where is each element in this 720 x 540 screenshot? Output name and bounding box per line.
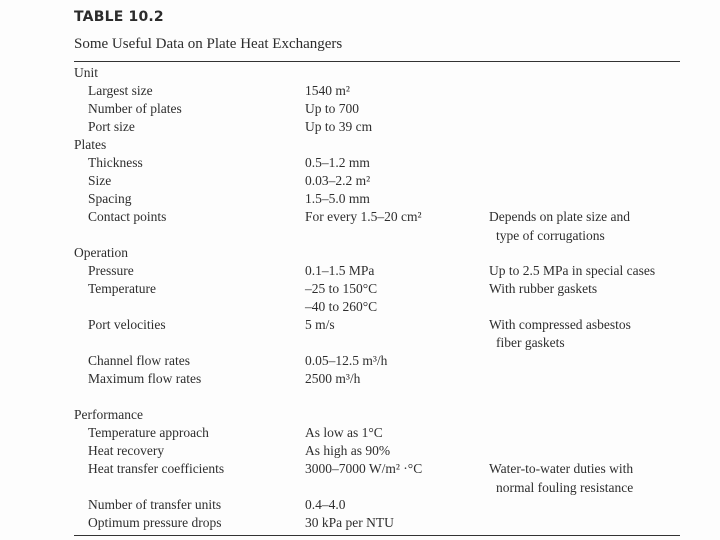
section-heading-performance: Performance [74,407,143,422]
row-label: Heat transfer coefficients [88,461,225,476]
row-label: Thickness [88,155,143,170]
row-value: 1.5–5.0 mm [305,191,370,206]
section-heading-operation: Operation [74,245,128,260]
row-value: As high as 90% [305,443,391,458]
row-label: Pressure [88,263,134,278]
row-note: Water-to-water duties with [489,461,634,476]
row-label: Largest size [88,83,153,98]
row-label: Heat recovery [88,443,165,458]
row-note: normal fouling resistance [496,480,634,495]
row-value: 0.4–4.0 [305,497,346,512]
row-value: For every 1.5–20 cm² [305,209,422,224]
section-heading-plates: Plates [74,137,107,152]
row-label: Channel flow rates [88,353,190,368]
row-value: 2500 m³/h [305,371,361,386]
row-value: 0.5–1.2 mm [305,155,370,170]
row-note: type of corrugations [496,228,605,243]
row-value: Up to 39 cm [305,119,373,134]
row-label: Maximum flow rates [88,371,202,386]
row-note: With compressed asbestos [489,317,631,332]
table-caption: Some Useful Data on Plate Heat Exchangers [74,36,343,52]
row-label: Number of transfer units [88,497,222,512]
row-note: With rubber gaskets [489,281,598,296]
row-label: Temperature [88,281,157,296]
row-note: Depends on plate size and [489,209,630,224]
row-label: Temperature approach [88,425,209,440]
row-value: 0.1–1.5 MPa [305,263,375,278]
row-label: Port size [88,119,135,134]
row-value: 0.05–12.5 m³/h [305,353,388,368]
row-value: –40 to 260°C [305,299,378,314]
row-value: Up to 700 [305,101,359,116]
row-label: Port velocities [88,317,166,332]
row-label: Number of plates [88,101,182,116]
row-value: 30 kPa per NTU [305,515,394,530]
row-note: Up to 2.5 MPa in special cases [489,263,656,278]
row-label: Contact points [88,209,167,224]
row-value: 0.03–2.2 m² [305,173,371,188]
row-label: Spacing [88,191,132,206]
row-note: fiber gaskets [496,335,565,350]
row-value: As low as 1°C [305,425,383,440]
row-value: –25 to 150°C [305,281,378,296]
row-label: Size [88,173,112,188]
row-label: Optimum pressure drops [88,515,222,530]
bottom-rule [74,535,680,536]
row-value: 3000–7000 W/m² ·°C [305,461,423,476]
top-rule [74,61,680,62]
row-value: 5 m/s [305,317,335,332]
table-number: TABLE 10.2 [74,9,164,25]
section-heading-unit: Unit [74,65,99,80]
row-value: 1540 m² [305,83,350,98]
